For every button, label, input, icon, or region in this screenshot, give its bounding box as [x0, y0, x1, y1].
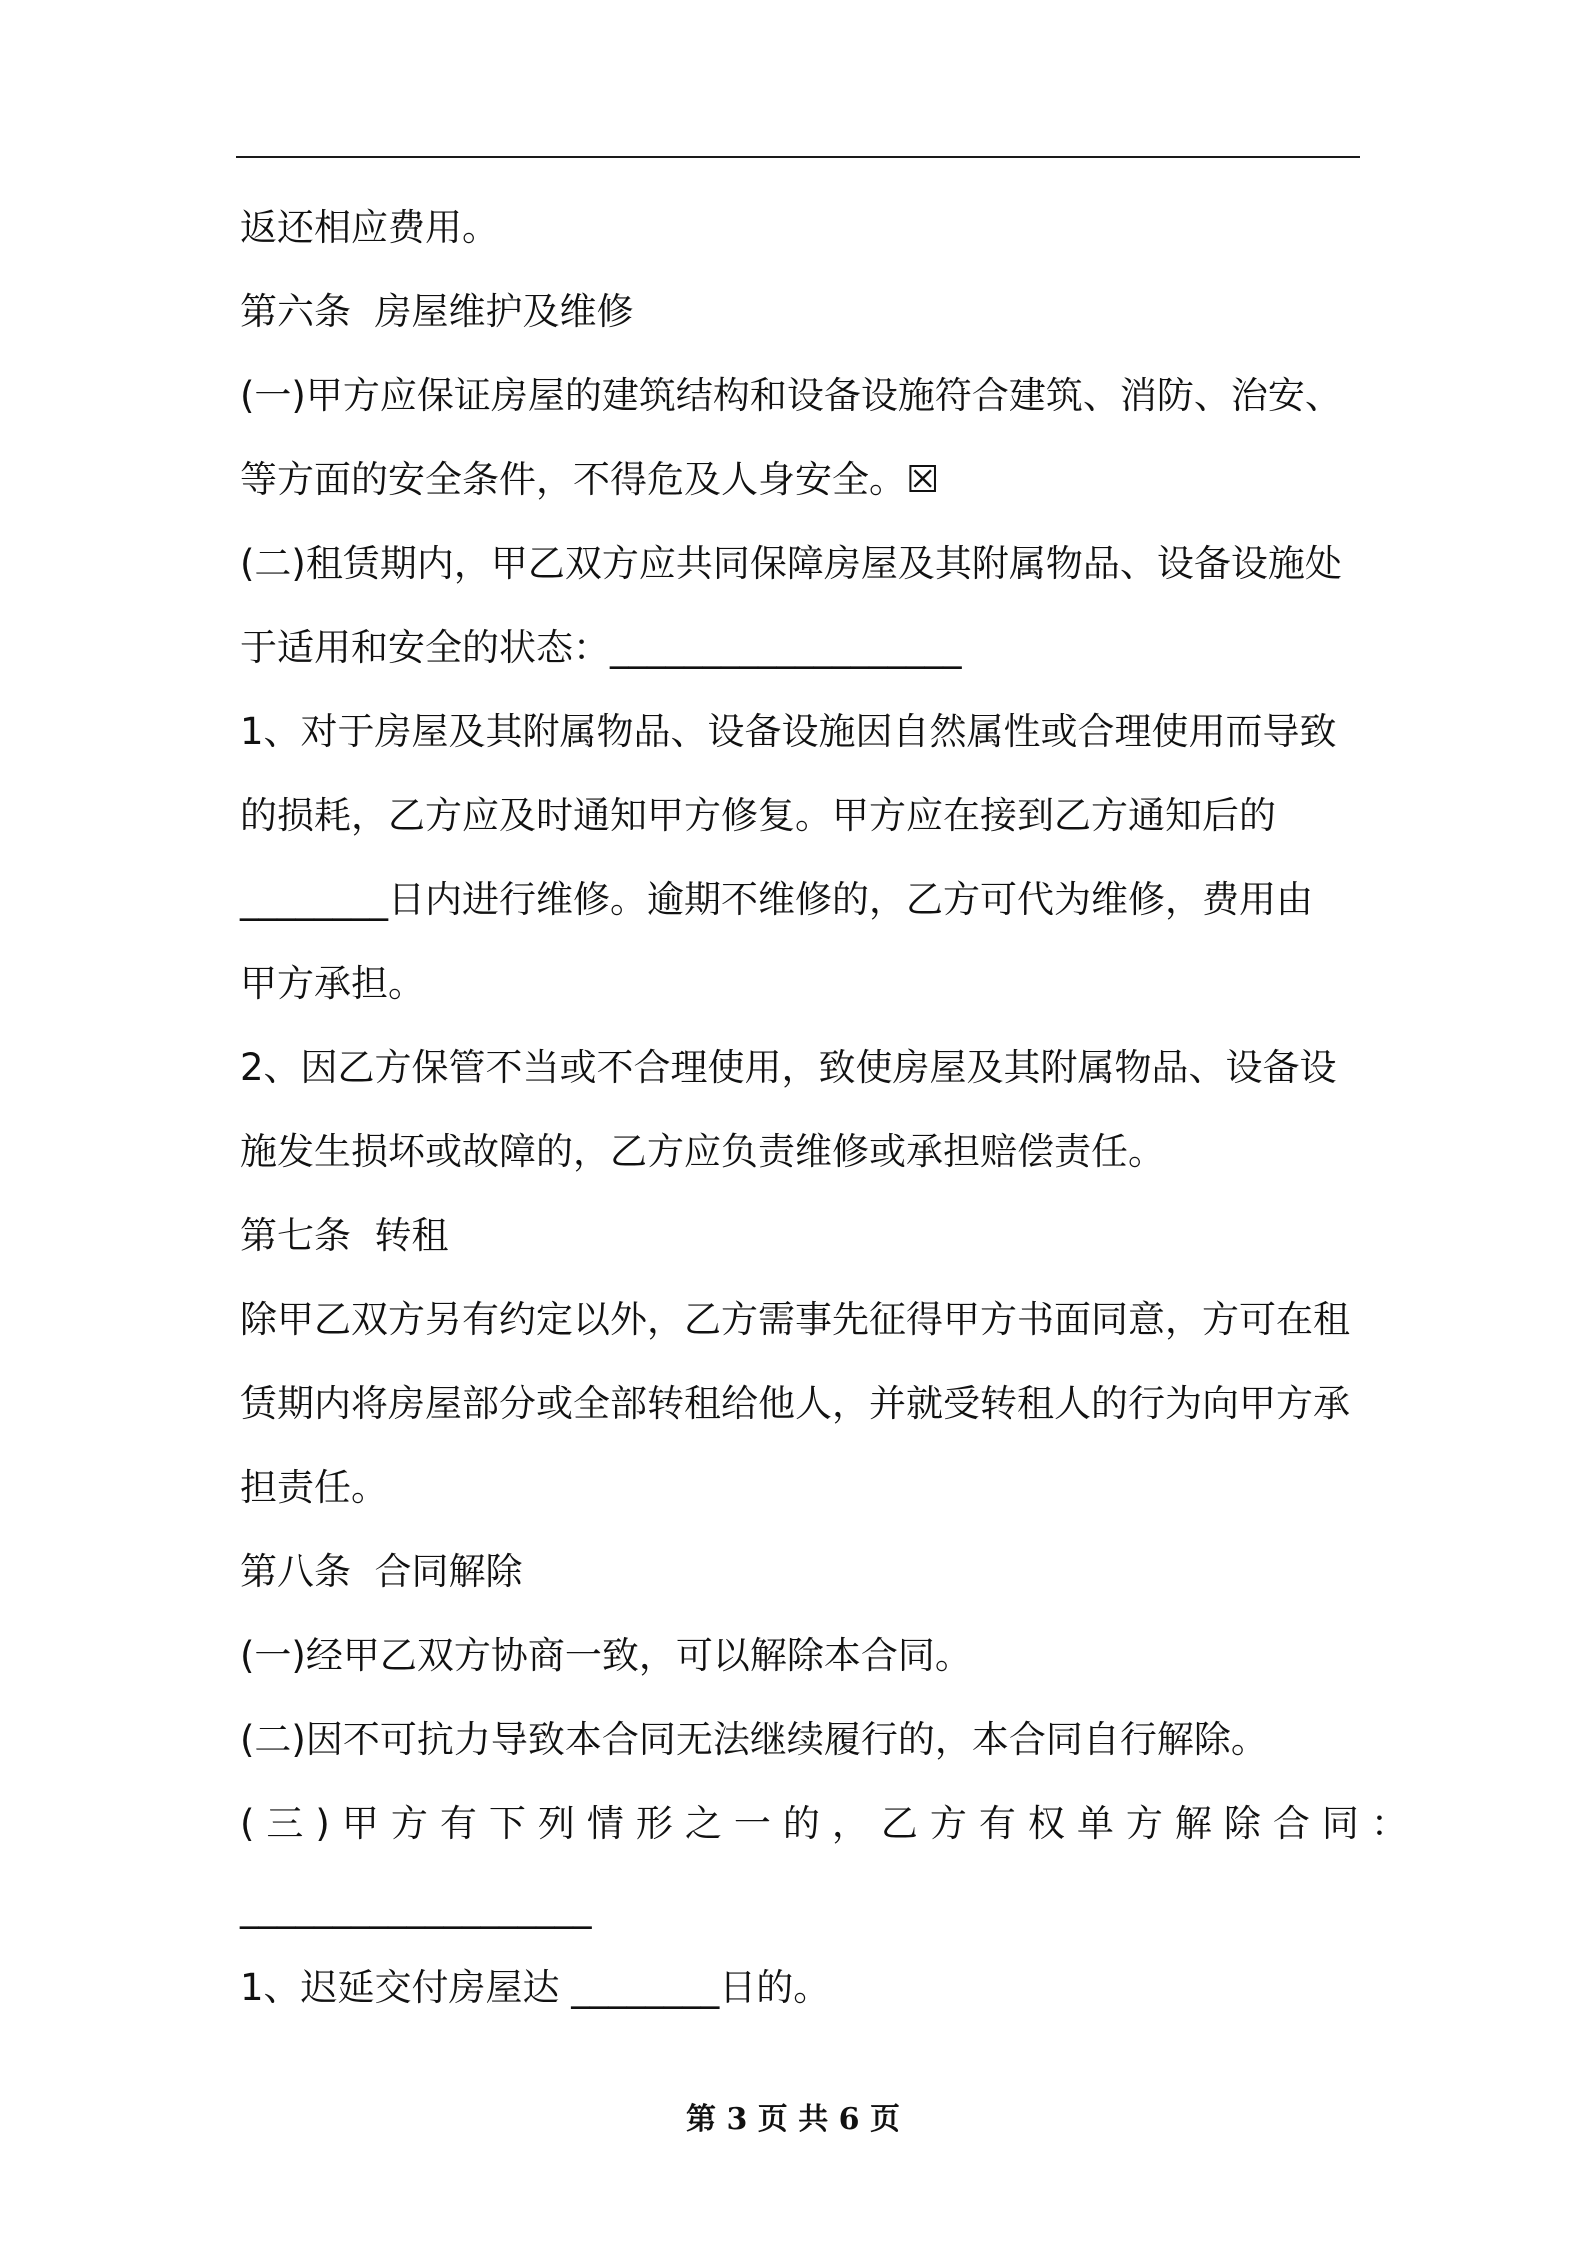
body-line: (一)经甲乙双方协商一致，可以解除本合同。	[240, 1634, 972, 1677]
body-line: 于适用和安全的状态：___________________	[240, 626, 962, 669]
blank-fill-line: ___________________	[240, 1886, 592, 1929]
section-heading: 第六条 房屋维护及维修	[240, 290, 634, 333]
body-line: 等方面的安全条件，不得危及人身安全。☒	[240, 458, 940, 501]
body-line: (一)甲方应保证房屋的建筑结构和设备设施符合建筑、消防、治安、	[240, 374, 1342, 417]
body-line: 赁期内将房屋部分或全部转租给他人，并就受转租人的行为向甲方承	[240, 1382, 1350, 1425]
body-line: 的损耗，乙方应及时通知甲方修复。甲方应在接到乙方通知后的	[240, 794, 1276, 837]
body-line: 担责任。	[240, 1466, 388, 1509]
section-heading: 第七条 转租	[240, 1214, 449, 1257]
body-line: 甲方承担。	[240, 962, 425, 1005]
body-line: ________日内进行维修。逾期不维修的，乙方可代为维修，费用由	[240, 878, 1313, 921]
page-number-footer: 第 3 页 共 6 页	[686, 2102, 900, 2137]
body-line: (二)租赁期内，甲乙双方应共同保障房屋及其附属物品、设备设施处	[240, 542, 1342, 585]
body-line: 施发生损坏或故障的，乙方应负责维修或承担赔偿责任。	[240, 1130, 1165, 1173]
body-line: 返还相应费用。	[240, 206, 499, 249]
body-line: 除甲乙双方另有约定以外，乙方需事先征得甲方书面同意，方可在租	[240, 1298, 1350, 1341]
body-line: (二)因不可抗力导致本合同无法继续履行的，本合同自行解除。	[240, 1718, 1268, 1761]
header-rule	[236, 156, 1360, 158]
body-line: (三)甲方有下列情形之一的，乙方有权单方解除合同：	[240, 1802, 1420, 1845]
section-heading: 第八条 合同解除	[240, 1550, 523, 1593]
body-line: 1、迟延交付房屋达 ________日的。	[240, 1966, 831, 2009]
body-line: 2、因乙方保管不当或不合理使用，致使房屋及其附属物品、设备设	[240, 1046, 1337, 1089]
body-line: 1、对于房屋及其附属物品、设备设施因自然属性或合理使用而导致	[240, 710, 1337, 753]
